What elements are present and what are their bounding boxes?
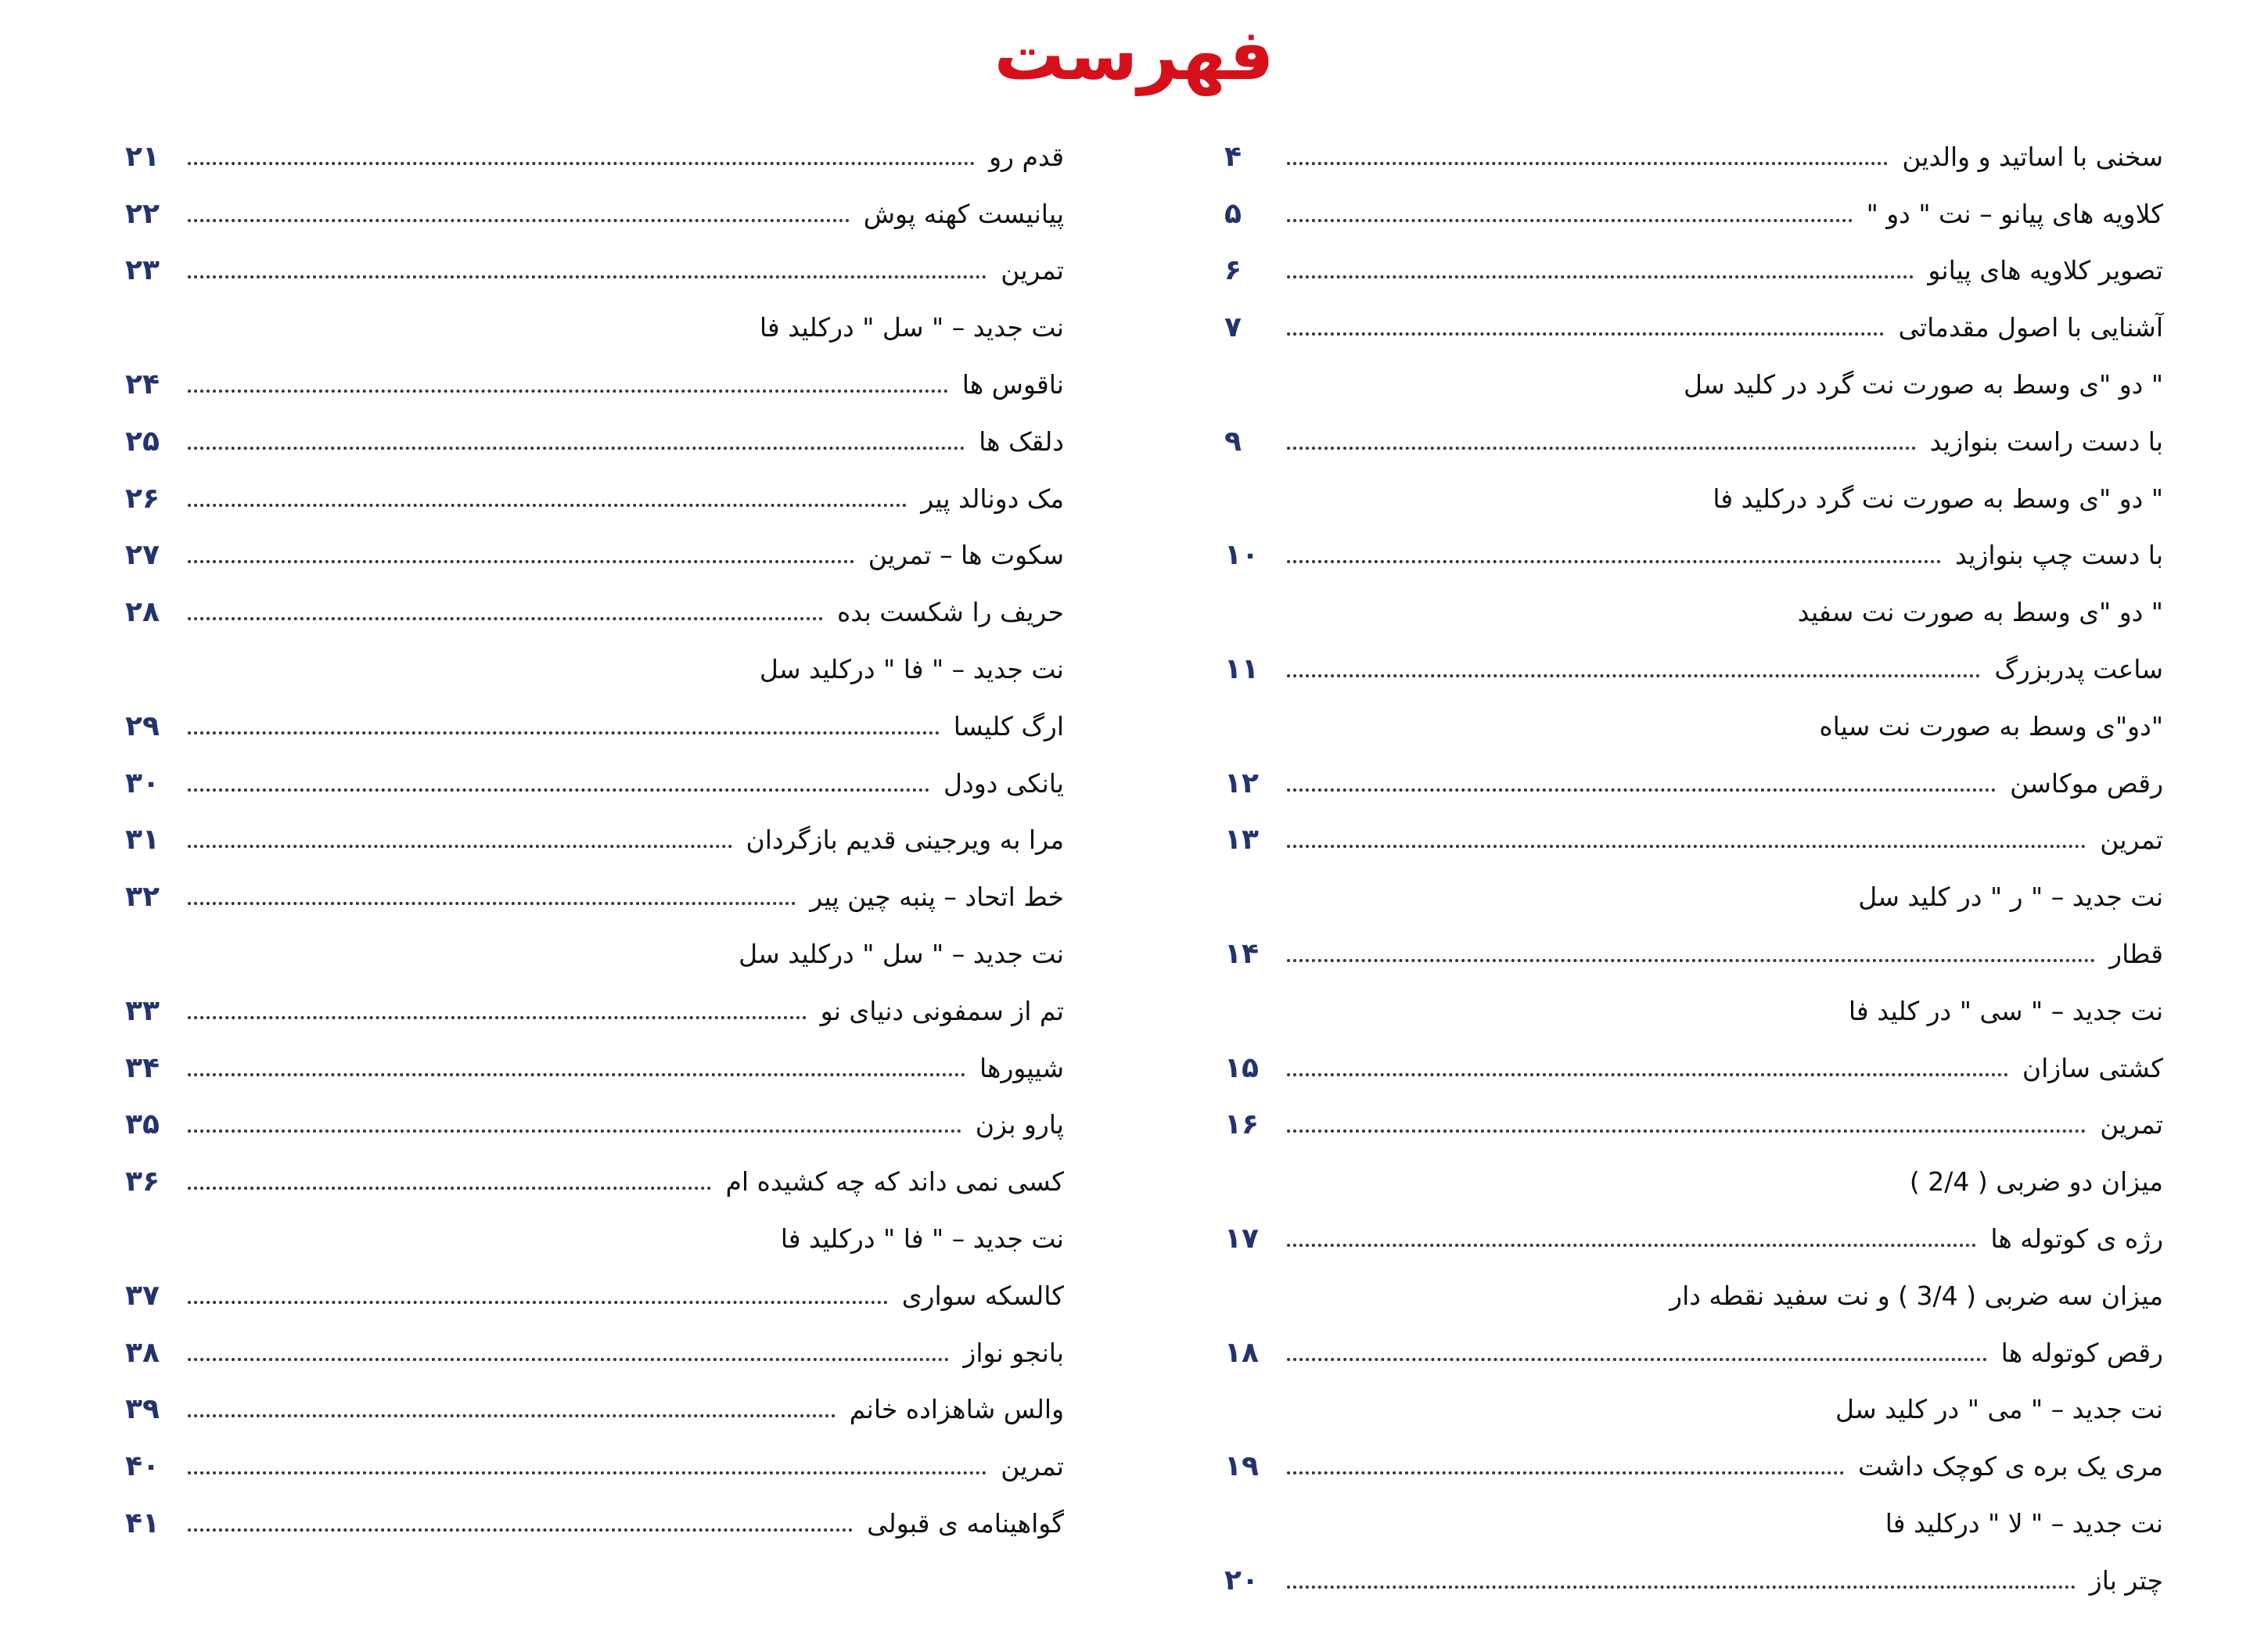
toc-entry-title: ساعت پدربزرگ	[1994, 653, 2163, 684]
toc-entry	[125, 1427, 1064, 1484]
dot-leader	[188, 617, 823, 620]
toc-entry-title: کلاویه های پیانو – نت " دو "	[1866, 198, 2163, 229]
toc-entry	[1224, 516, 2163, 573]
toc-entry	[1224, 1484, 2163, 1541]
toc-entry	[125, 687, 1064, 744]
toc-column-right	[1224, 117, 2163, 1598]
dot-leader	[1287, 1358, 1987, 1361]
toc-entry-title: مرا به ویرجینی قدیم بازگردان	[746, 824, 1064, 856]
toc-entry-title: " دو "ی وسط به صورت نت گرد در کلید سل	[1684, 368, 2163, 400]
toc-entry-title: تمرین	[2100, 824, 2163, 856]
toc-entry-title: " دو "ی وسط به صورت نت سفید	[1797, 597, 2163, 628]
dot-leader	[188, 219, 850, 222]
toc-entry-page-number: ۱۵	[1224, 1051, 1259, 1084]
dot-leader	[188, 1528, 853, 1532]
toc-entry-page-number: ۳۵	[125, 1108, 160, 1141]
toc-entry-title: یانکی دودل	[944, 767, 1064, 799]
dot-leader	[188, 504, 907, 507]
toc-entry-title: تمرین	[1001, 1451, 1064, 1482]
dot-leader	[188, 1187, 711, 1190]
toc-entry	[1224, 972, 2163, 1029]
toc-entry-page-number: ۳۱	[125, 824, 160, 857]
page-title: فهرست	[994, 14, 1274, 96]
dot-leader	[1287, 219, 1853, 222]
toc-entry-title: کسی نمی داند که چه کشیده ام	[725, 1166, 1064, 1198]
toc-entry	[125, 972, 1064, 1029]
toc-entry-page-number: ۳۸	[125, 1336, 160, 1369]
toc-entry	[1224, 1256, 2163, 1313]
toc-entry-title: با دست چپ بنوازید	[1954, 540, 2163, 571]
dot-leader	[1287, 162, 1888, 165]
toc-entry	[125, 1029, 1064, 1086]
toc-entry-title: پیانیست کهنه پوش	[863, 198, 1064, 229]
toc-entry	[125, 516, 1064, 573]
toc-entry	[1224, 1370, 2163, 1428]
dot-leader	[188, 447, 965, 450]
toc-entry	[1224, 1142, 2163, 1199]
toc-entry-page-number: ۱۸	[1224, 1336, 1259, 1369]
dot-leader	[188, 902, 796, 905]
toc-entry	[125, 630, 1064, 687]
toc-entry	[1224, 288, 2163, 345]
toc-entry	[1224, 1313, 2163, 1370]
toc-entry	[125, 744, 1064, 801]
toc-entry-page-number: ۱۶	[1224, 1108, 1259, 1141]
toc-entry-page-number: ۹	[1224, 425, 1242, 458]
toc-entry-page-number: ۱۴	[1224, 937, 1259, 970]
dot-leader	[188, 1301, 888, 1304]
toc-entry	[1224, 1199, 2163, 1256]
toc-entry	[125, 1256, 1064, 1313]
toc-entry-title: ناقوس ها	[961, 368, 1064, 400]
toc-entry-page-number: ۲۴	[125, 368, 160, 400]
dot-leader	[1287, 275, 1914, 278]
toc-entry-page-number: ۴	[1224, 140, 1242, 173]
toc-entry-title: نت جدید – " می " در کلید سل	[1835, 1394, 2163, 1425]
toc-entry-page-number: ۳۹	[125, 1393, 160, 1426]
dot-leader	[1287, 1244, 1976, 1247]
toc-entry-title: چتر باز	[2089, 1564, 2163, 1596]
toc-entry-page-number: ۴۰	[125, 1450, 160, 1483]
dot-leader	[1287, 674, 1980, 677]
toc-entry-page-number: ۵	[1224, 197, 1242, 230]
toc-entry-title: دلقک ها	[979, 426, 1064, 457]
toc-entry	[125, 1142, 1064, 1199]
toc-entry	[1224, 117, 2163, 174]
toc-entry	[125, 914, 1064, 972]
toc-entry-title: میزان دو ضربی ( 2/4 )	[1909, 1166, 2163, 1198]
toc-entry	[125, 459, 1064, 516]
toc-entry-page-number: ۷	[1224, 311, 1242, 344]
toc-entry-title: نت جدید – " لا " درکلید فا	[1885, 1507, 2163, 1539]
toc-entry	[1224, 1427, 2163, 1484]
toc-entry-page-number: ۲۲	[125, 197, 160, 230]
toc-entry-title: رژه ی کوتوله ها	[1990, 1223, 2163, 1254]
toc-entry	[1224, 1541, 2163, 1598]
dot-leader	[188, 1414, 836, 1417]
toc-entry-title: رقص کوتوله ها	[2000, 1337, 2163, 1368]
toc-entry-title: مک دونالد پیر	[921, 483, 1064, 514]
toc-entry-title: نت جدید – " سی " در کلید فا	[1848, 995, 2163, 1026]
toc-entry	[1224, 345, 2163, 402]
dot-leader	[188, 560, 854, 563]
toc-entry-title: میزان سه ضربی ( 3/4 ) و نت سفید نقطه دار	[1670, 1280, 2163, 1311]
toc-entry	[1224, 914, 2163, 972]
toc-entry	[125, 1313, 1064, 1370]
toc-entry-page-number: ۳۳	[125, 994, 160, 1027]
dot-leader	[1287, 1471, 1844, 1474]
dot-leader	[1287, 332, 1884, 336]
toc-entry	[1224, 573, 2163, 630]
dot-leader	[188, 788, 929, 792]
toc-entry	[1224, 1029, 2163, 1086]
toc-entry-title: تمرین	[1001, 255, 1064, 286]
toc-entry-page-number: ۱۹	[1224, 1450, 1259, 1483]
toc-entry-title: گواهینامه ی قبولی	[867, 1507, 1064, 1539]
toc-entry	[1224, 402, 2163, 459]
toc-entry	[125, 573, 1064, 630]
toc-entry	[1224, 232, 2163, 289]
toc-entry	[1224, 857, 2163, 914]
dot-leader	[188, 731, 940, 735]
toc-entry-page-number: ۱۷	[1224, 1222, 1259, 1255]
toc-entry	[125, 402, 1064, 459]
toc-entry-title: نت جدید – " فا " درکلید سل	[759, 653, 1064, 684]
toc-entry-title: والس شاهزاده خانم	[849, 1394, 1064, 1425]
toc-entry	[1224, 1086, 2163, 1143]
toc-entry-title: سکوت ها – تمرین	[868, 540, 1064, 571]
toc-entry-page-number: ۲۳	[125, 254, 160, 287]
dot-leader	[1287, 560, 1941, 563]
dot-leader	[188, 162, 975, 165]
toc-entry-title: رقص موکاسن	[2010, 767, 2163, 799]
toc-entry-title: تمرین	[2100, 1109, 2163, 1140]
toc-entry-page-number: ۱۱	[1224, 652, 1259, 685]
toc-entry-title: مری یک بره ی کوچک داشت	[1857, 1451, 2163, 1482]
toc-entry-title: خط اتحاد – پنبه چین پیر	[810, 882, 1064, 913]
toc-entry	[125, 288, 1064, 345]
toc-entry-page-number: ۳۲	[125, 881, 160, 914]
toc-entry-title: سخنی با اساتید و والدین	[1902, 141, 2163, 172]
toc-entry	[125, 345, 1064, 402]
toc-entry-page-number: ۶	[1224, 254, 1242, 287]
toc-entry-title: آشنایی با اصول مقدماتی	[1898, 312, 2163, 343]
toc-entry-title: تصویر کلاویه های پیانو	[1928, 255, 2163, 286]
toc-entry-title: ارگ کلیسا	[953, 710, 1064, 742]
toc-entry-title: حریف را شکست بده	[836, 597, 1064, 628]
toc-entry-title: کشتی سازان	[2022, 1052, 2163, 1083]
toc-entry	[125, 801, 1064, 858]
toc-entry	[1224, 459, 2163, 516]
dot-leader	[188, 1471, 987, 1474]
dot-leader	[188, 275, 987, 278]
toc-entry	[125, 1370, 1064, 1428]
toc-entry-title: با دست راست بنوازید	[1929, 426, 2163, 457]
toc-entry-page-number: ۱۰	[1224, 539, 1259, 572]
toc-entry-page-number: ۱۲	[1224, 767, 1259, 799]
toc-entry-title: نت جدید – " ر " در کلید سل	[1858, 882, 2163, 913]
dot-leader	[188, 1073, 965, 1076]
toc-entry-page-number: ۲۹	[125, 709, 160, 742]
toc-entry	[1224, 744, 2163, 801]
toc-entry	[125, 232, 1064, 289]
dot-leader	[188, 1016, 807, 1019]
toc-entry	[125, 1199, 1064, 1256]
toc-entry-title: پارو بزن	[975, 1109, 1064, 1140]
toc-entry-page-number: ۴۱	[125, 1507, 160, 1539]
toc-entry-page-number: ۲۵	[125, 425, 160, 458]
toc-entry-title: شیپورها	[979, 1052, 1064, 1083]
dot-leader	[1287, 447, 1916, 450]
toc-entry-title: قطار	[2109, 938, 2163, 969]
toc-entry	[125, 117, 1064, 174]
toc-entry-page-number: ۳۰	[125, 767, 160, 799]
toc-entry-page-number: ۲۰	[1224, 1564, 1259, 1597]
dot-leader	[1287, 959, 2095, 962]
toc-entry-page-number: ۲۷	[125, 539, 160, 572]
dot-leader	[188, 845, 732, 848]
dot-leader	[1287, 845, 2086, 848]
toc-entry-page-number: ۳۴	[125, 1051, 160, 1084]
toc-entry	[125, 1484, 1064, 1541]
toc-entry-title: نت جدید – " سل " درکلید فا	[759, 312, 1064, 343]
dot-leader	[188, 1358, 949, 1361]
toc-entry-page-number: ۳۷	[125, 1279, 160, 1312]
toc-entry-title: تم از سمفونی دنیای نو	[820, 995, 1064, 1026]
toc-entry	[1224, 801, 2163, 858]
toc-entry	[125, 857, 1064, 914]
dot-leader	[1287, 1586, 2076, 1589]
toc-entry-title: نت جدید – " فا " درکلید فا	[780, 1223, 1064, 1254]
dot-leader	[188, 1130, 961, 1133]
toc-entry	[1224, 630, 2163, 687]
dot-leader	[188, 390, 948, 393]
toc-entry	[1224, 687, 2163, 744]
toc-entry-title: قدم رو	[989, 141, 1064, 172]
toc-entry-title: "دو"ی وسط به صورت نت سیاه	[1819, 710, 2163, 742]
toc-entry-page-number: ۲۱	[125, 140, 160, 173]
dot-leader	[1287, 1073, 2008, 1076]
dot-leader	[1287, 1130, 2086, 1133]
toc-entry-page-number: ۲۸	[125, 596, 160, 629]
toc-column-left	[125, 117, 1064, 1541]
toc-entry-title: نت جدید – " سل " درکلید سل	[739, 938, 1064, 969]
toc-entry-page-number: ۱۳	[1224, 824, 1259, 857]
toc-entry-page-number: ۳۶	[125, 1166, 160, 1198]
toc-entry-page-number: ۲۶	[125, 482, 160, 515]
toc-entry-title: " دو "ی وسط به صورت نت گرد درکلید فا	[1713, 483, 2163, 514]
toc-entry-title: کالسکه سواری	[901, 1280, 1064, 1311]
dot-leader	[1287, 788, 1996, 792]
toc-entry	[125, 174, 1064, 232]
toc-entry-title: بانجو نواز	[963, 1337, 1064, 1368]
toc-entry	[1224, 174, 2163, 232]
toc-entry	[125, 1086, 1064, 1143]
